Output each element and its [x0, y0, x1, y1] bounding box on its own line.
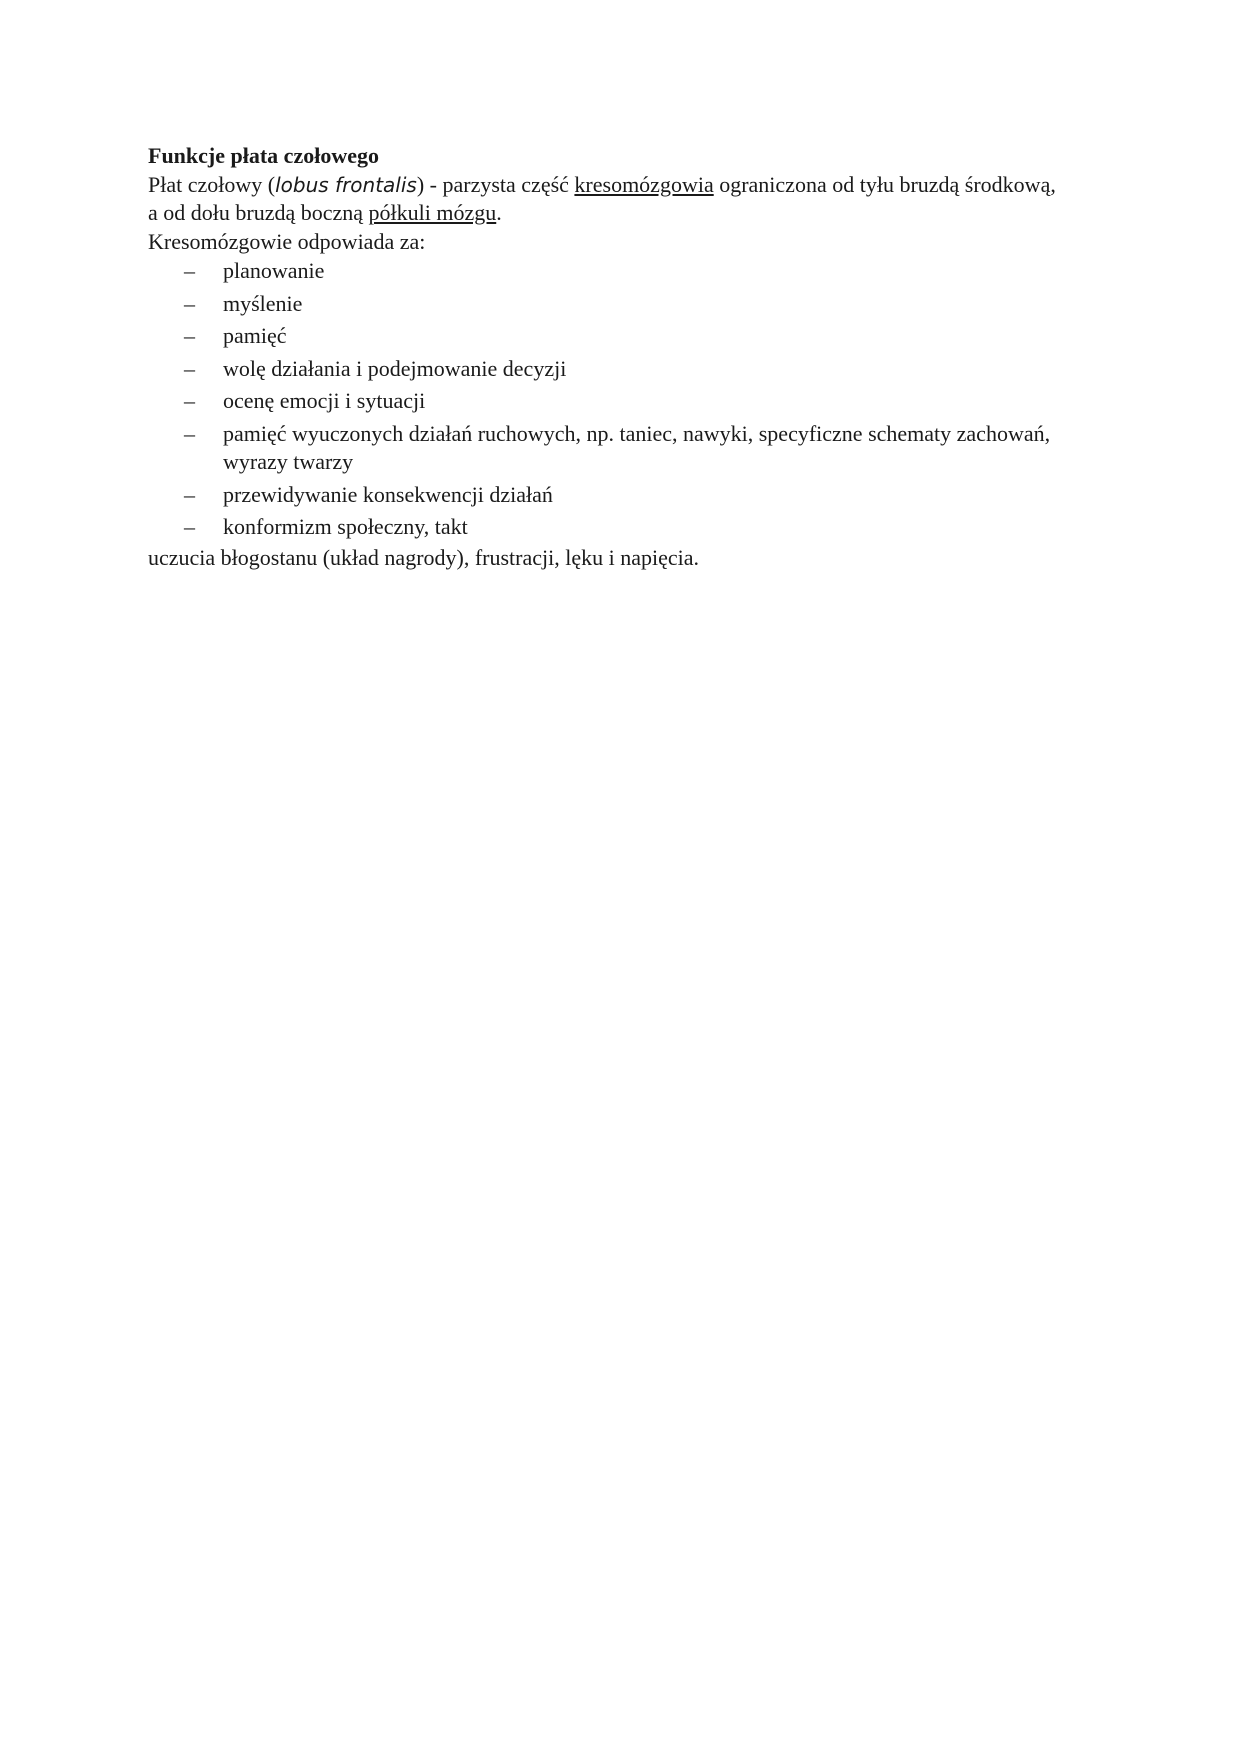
function-list: [148, 257, 1068, 542]
dash-bullet: –: [184, 388, 195, 413]
latin-term: lobus frontalis: [275, 172, 417, 197]
dash-bullet: –: [184, 514, 195, 539]
list-item: [148, 290, 1068, 319]
list-item: [148, 420, 1068, 477]
list-item: [148, 387, 1068, 416]
list-item: [148, 355, 1068, 384]
closing-line: uczucia błogostanu (układ nagrody), frustracji, lęku i napięcia.: [148, 544, 700, 570]
document-title: Funkcje płata czołowego: [148, 143, 379, 168]
list-item-text: przewidywanie konsekwencji działań: [223, 481, 553, 507]
intro-text-2: ) - parzysta część: [416, 171, 575, 197]
list-intro: Kresomózgowie odpowiada za:: [148, 228, 426, 254]
list-item-text: planowanie: [223, 258, 325, 283]
link-kresomozgowia[interactable]: kresomózgowia: [574, 171, 714, 197]
dash-bullet: –: [184, 481, 195, 507]
list-item: [148, 322, 1068, 351]
list-item: [148, 481, 1068, 510]
dash-bullet: –: [184, 323, 195, 348]
list-item-text: konformizm społeczny, takt: [223, 514, 468, 539]
document-body: [148, 142, 1068, 572]
intro-paragraph: [148, 171, 1068, 228]
list-item-text: myślenie: [223, 290, 303, 316]
list-item: [148, 257, 1068, 286]
dash-bullet: –: [184, 258, 195, 283]
intro-text-4: .: [496, 200, 502, 225]
dash-bullet: –: [184, 290, 195, 316]
dash-bullet: –: [184, 420, 195, 446]
intro-text-3: ograniczona od tyłu bruzdą środkową, a od dołu bruzdą boczną: [148, 171, 1056, 225]
link-polkuli-mozgu[interactable]: półkuli mózgu: [368, 200, 497, 225]
list-item: [148, 513, 1068, 542]
list-item-text: ocenę emocji i sytuacji: [223, 388, 426, 413]
list-item-text: pamięć wyuczonych działań ruchowych, np. taniec, nawyki, specyficzne schematy zachowań, wyrazy twarzy: [223, 420, 1051, 474]
intro-text-1: Płat czołowy (: [148, 171, 276, 197]
list-item-text: wolę działania i podejmowanie decyzji: [223, 355, 567, 381]
list-item-text: pamięć: [223, 323, 287, 348]
dash-bullet: –: [184, 355, 195, 381]
